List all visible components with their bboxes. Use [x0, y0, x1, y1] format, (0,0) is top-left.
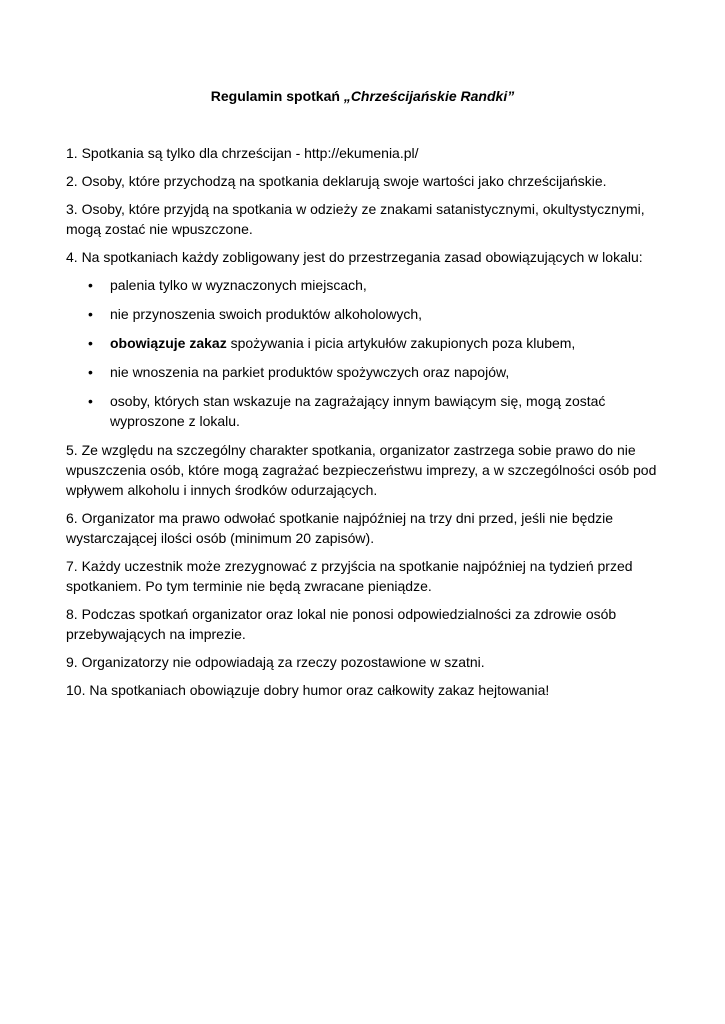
rule-9: 9. Organizatorzy nie odpowiadają za rzeczy pozostawione w szatni.	[66, 654, 485, 670]
rule-8: 8. Podczas spotkań organizator oraz lokal nie ponosi odpowiedzialności za zdrowie osób przebywających na imprezie.	[66, 606, 617, 642]
rule-6: 6. Organizator ma prawo odwołać spotkanie najpóźniej na trzy dni przed, jeśli nie będzie wystarczającej ilości osób (minimum 20 zapisów).	[66, 510, 614, 546]
rule-1: 1. Spotkania są tylko dla chrześcijan - http://ekumenia.pl/	[66, 145, 419, 161]
bullet-text: spożywania i picia artykułów zakupionych poza klubem,	[226, 335, 576, 351]
bullet-item	[88, 304, 666, 324]
rule-5: 5. Ze względu na szczególny charakter spotkania, organizator zastrzega sobie prawo do nie wpuszczenia osób, które mogą zagrażać bezpieczeństwu imprezy, a w szczególności osób pod wpływem alkoholu i innych środków odurzających.	[66, 442, 657, 498]
bullet-item	[88, 391, 666, 431]
bullet-icon: •	[88, 277, 93, 293]
rules-body	[66, 143, 666, 708]
bullet-item	[88, 333, 666, 353]
bullet-bold-text: obowiązuje zakaz	[110, 335, 227, 351]
bullet-icon: •	[88, 335, 93, 351]
bullet-text: nie przynoszenia swoich produktów alkoholowych,	[110, 306, 423, 322]
rule-10: 10. Na spotkaniach obowiązuje dobry humor oraz całkowity zakaz hejtowania!	[66, 682, 550, 698]
title-emphasis: „Chrześcijańskie Randki”	[343, 88, 515, 104]
bullet-icon: •	[88, 306, 93, 322]
document-title	[0, 87, 725, 105]
rule-2: 2. Osoby, które przychodzą na spotkania deklarują swoje wartości jako chrześcijańskie.	[66, 173, 607, 189]
rule-7: 7. Każdy uczestnik może zrezygnować z przyjścia na spotkanie najpóźniej na tydzień przed spotkaniem. Po tym terminie nie będą zwracane pieniądze.	[66, 558, 633, 594]
rule-3: 3. Osoby, które przyjdą na spotkania w odzieży ze znakami satanistycznymi, okultystycznymi, mogą zostać nie wpuszczone.	[66, 201, 645, 237]
bullet-icon: •	[88, 393, 93, 409]
bullet-item	[88, 275, 666, 295]
rule-4: 4. Na spotkaniach każdy zobligowany jest do przestrzegania zasad obowiązujących w lokalu:	[66, 249, 643, 265]
bullet-icon: •	[88, 364, 93, 380]
rule-4-bullet-list	[66, 275, 666, 431]
title-prefix: Regulamin spotkań	[210, 88, 344, 104]
bullet-text: nie wnoszenia na parkiet produktów spożywczych oraz napojów,	[110, 364, 510, 380]
bullet-text: osoby, których stan wskazuje na zagrażający innym bawiącym się, mogą zostać wyproszone z lokalu.	[110, 393, 606, 429]
bullet-item	[88, 362, 666, 382]
bullet-text: palenia tylko w wyznaczonych miejscach,	[110, 277, 367, 293]
